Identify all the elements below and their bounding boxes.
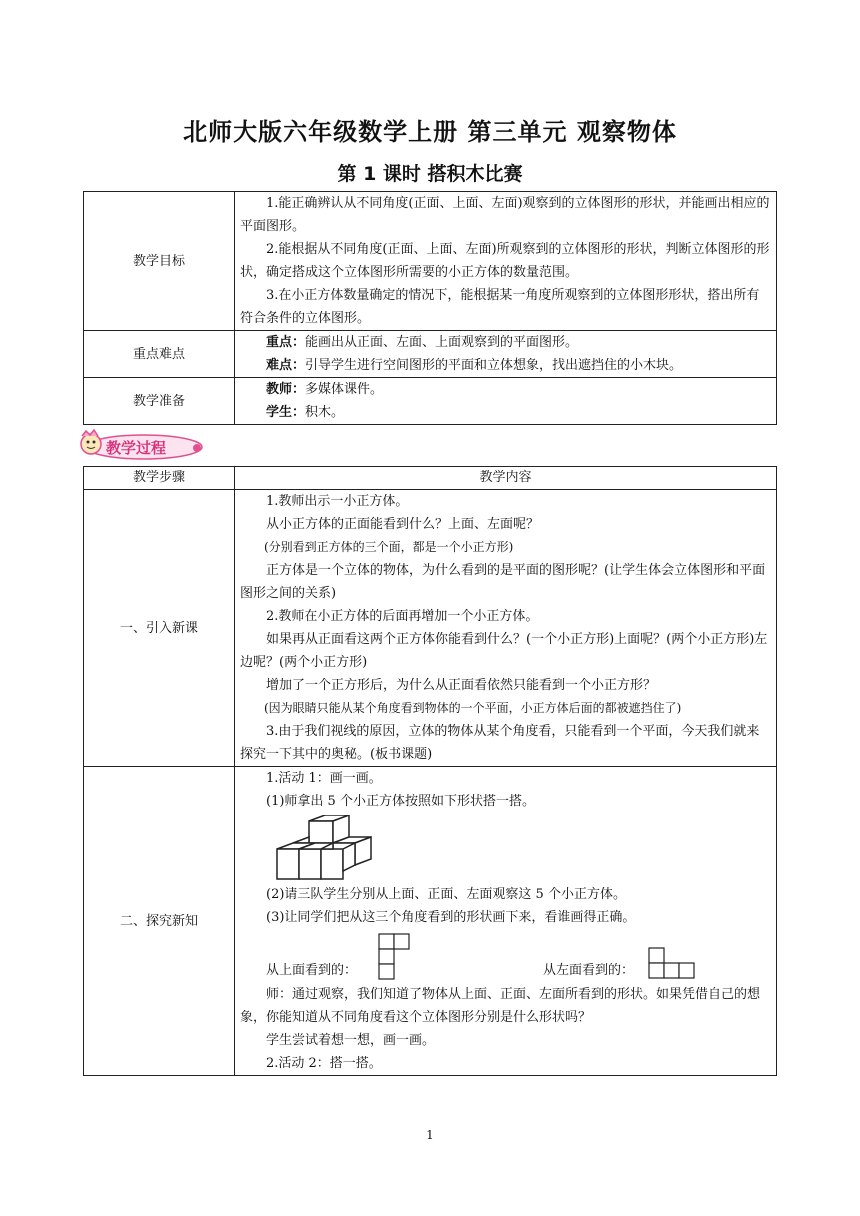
views-area	[240, 929, 771, 983]
step-explore-label: 二、探究新知	[84, 767, 235, 1076]
page-number: 1	[426, 1128, 434, 1142]
step-intro-content	[235, 490, 777, 767]
difficult-point-text: 引导学生进行空间图形的平面和立体想象，找出遮挡住的小木块。	[305, 358, 683, 373]
paragraph: 师：通过观察，我们知道了物体从上面、正面、左面所看到的形状。如果凭借自己的想象，你能知道从不同角度看这个立体图形分别是什么形状吗？	[240, 987, 761, 1025]
key-point-prefix: 重点：	[266, 335, 306, 350]
paragraph: 正方体是一个立体的物体，为什么看到的是平面的图形呢？(让学生体会立体图形和平面图形之间的关系)	[240, 563, 766, 601]
paragraph: (因为眼睛只能从某个角度看到物体的一个平面，小正方体后面的都被遮挡住了)	[264, 701, 682, 715]
step-intro-row	[84, 490, 777, 767]
key-point-text: 能画出从正面、左面、上面观察到的平面图形。	[305, 335, 579, 350]
lesson-info-table	[83, 191, 777, 425]
objective-item: 3.在小正方体数量确定的情况下，能根据某一角度所观察到的立体图形形状，搭出所有符合条件的立体图形。	[240, 288, 760, 326]
objective-item: 2.能根据从不同角度(正面、上面、左面)所观察到的立体图形的形状，判断立体图形的形状，确定搭成这个立体图形所需要的小正方体的数量范围。	[240, 242, 770, 280]
student-prep	[240, 401, 771, 424]
objectives-row	[84, 192, 777, 331]
key-point	[240, 331, 771, 354]
paragraph: 1.活动 1：画一画。	[266, 771, 382, 786]
process-header-row	[84, 467, 777, 490]
paragraph: (2)请三队学生分别从上面、正面、左面观察这 5 个小正方体。	[266, 887, 626, 902]
objectives-label: 教学目标	[84, 192, 235, 331]
top-view-figure	[378, 933, 412, 983]
paragraph: 增加了一个正方形后，为什么从正面看依然只能看到一个小正方形？	[266, 678, 657, 693]
preparation-label: 教学准备	[84, 378, 235, 425]
banner-text: 教学过程	[106, 439, 167, 457]
cube-figure-area	[240, 813, 771, 883]
header-content: 教学内容	[235, 467, 777, 490]
student-prep-text: 积木。	[305, 405, 345, 420]
paragraph: 从小正方体的正面能看到什么？上面、左面呢？	[266, 517, 540, 532]
left-view-figure	[648, 947, 698, 983]
paragraph: 1.教师出示一小正方体。	[266, 494, 409, 509]
paragraph: 学生尝试着想一想，画一画。	[266, 1033, 436, 1048]
teaching-process-table	[83, 466, 777, 1076]
preparation-content	[235, 378, 777, 425]
step-explore-row	[84, 767, 777, 1076]
lesson-subtitle: 第 1 课时 搭积木比赛	[337, 163, 523, 185]
teacher-prep	[240, 378, 771, 401]
step-explore-content	[235, 767, 777, 1076]
header-steps: 教学步骤	[84, 467, 235, 490]
teacher-prefix: 教师：	[266, 382, 306, 397]
objective-item: 1.能正确辨认从不同角度(正面、上面、左面)观察到的立体图形的形状，并能画出相应的平面图形。	[240, 196, 770, 234]
difficult-point-prefix: 难点：	[266, 358, 306, 373]
top-view-label: 从上面看到的：	[266, 963, 358, 978]
key-points-row	[84, 331, 777, 378]
objectives-content	[235, 192, 777, 331]
paragraph: (3)让同学们把从这三个角度看到的形状画下来，看谁画得正确。	[266, 910, 636, 925]
paragraph: 3.由于我们视线的原因，立体的物体从某个角度看，只能看到一个平面，今天我们就来探究一下其中的奥秘。(板书课题)	[240, 724, 760, 762]
document-title: 北师大版六年级数学上册 第三单元 观察物体	[183, 118, 677, 146]
difficult-point	[240, 354, 771, 377]
teaching-process-banner	[76, 426, 206, 464]
teacher-prep-text: 多媒体课件。	[305, 382, 384, 397]
student-prefix: 学生：	[266, 405, 306, 420]
left-view-label: 从左面看到的：	[543, 963, 635, 978]
paragraph: 2.活动 2：搭一搭。	[266, 1056, 382, 1071]
cube-stack-figure	[275, 815, 375, 883]
paragraph: 如果再从正面看这两个正方体你能看到什么？(一个小正方形)上面呢？(两个小正方形)左边呢？(两个小正方形)	[240, 632, 768, 670]
preparation-row	[84, 378, 777, 425]
key-points-label: 重点难点	[84, 331, 235, 378]
step-intro-label: 一、引入新课	[84, 490, 235, 767]
paragraph: (分别看到正方体的三个面，都是一个小正方形)	[264, 540, 514, 554]
key-points-content	[235, 331, 777, 378]
paragraph: 2.教师在小正方体的后面再增加一个小正方体。	[266, 609, 539, 624]
paragraph: (1)师拿出 5 个小正方体按照如下形状搭一搭。	[266, 794, 535, 809]
